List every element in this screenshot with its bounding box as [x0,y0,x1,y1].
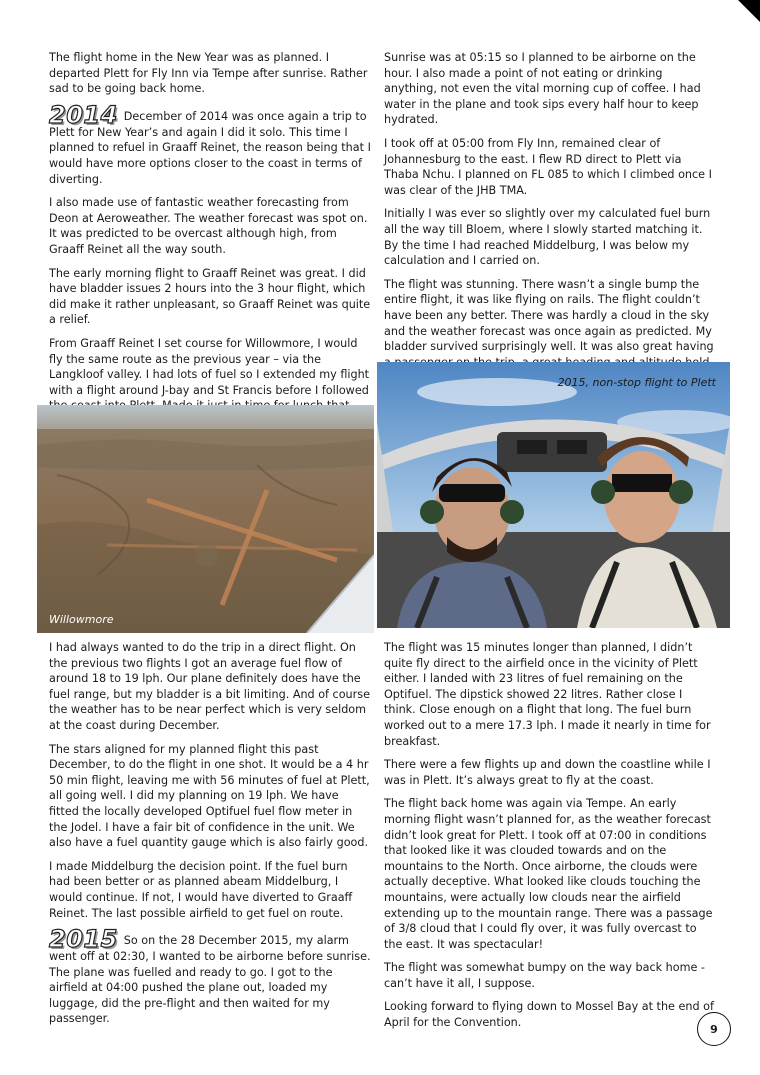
willowmore-aerial-photo [37,405,374,633]
paragraph: I made Middelburg the decision point. If the fuel burn had been better or as planned abeam Middelburg, I would continue. If not, I would have diverted to Graaff Reinet. The last possible airfield to get fuel on route. [49,859,353,920]
paragraph: The flight was 15 minutes longer than planned, I didn’t quite fly direct to the airfield once in the vicinity of Plett either. I landed with 23 litres of fuel remaining on the Optifuel. The dipstick showed 22 litres. Rather close I think. Close enough on a flight that long. The fuel burn worked out to a mere 17.3 lph. I made it nearly in time for breakfast. [384,641,711,748]
year-heading-2014: 2014 [49,100,118,129]
paragraph: I took off at 05:00 from Fly Inn, remained clear of Johannesburg to the east. I flew RD direct to Plett via Thaba Nchu. I planned on FL 085 to which I climbed once I was clear of the JHB TMA. [384,136,712,197]
paragraph: I also made use of fantastic weather forecasting from Deon at Aeroweather. The weather forecast was spot on. It was predicted to be overcast although high, from Graaff Reinet all the way south. [49,196,368,256]
paragraph: Looking forward to flying down to Mossel Bay at the end of April for the Convention. [384,1000,714,1030]
paragraph: The early morning flight to Graaff Reinet was great. I did have bladder issues 2 hours into the 3 hour flight, which did make it rather unpleasant, so Graaff Reinet was quite a relief. [49,266,371,327]
cockpit-photo [377,362,730,628]
paragraph: I had always wanted to do the trip in a direct flight. On the previous two flights I got an average fuel flow of around 18 to 19 lph. Our plane definitely does have the fuel range, but my bladder is a bit limiting. And of course the weather has to be near perfect which is very seldom at the coast during December. [49,641,370,732]
year-heading-2015: 2015 [49,925,118,954]
paragraph-2014 [49,100,371,187]
paragraph-2015 [49,925,371,1027]
photo-caption-willowmore: Willowmore [49,613,114,626]
left-column-top [49,50,371,437]
right-column-top [384,50,714,394]
photo-caption-flight: 2015, non-stop flight to Plett [557,376,716,389]
paragraph: The flight was stunning. There wasn’t a single bump the entire flight, it was like flying on rails. The flight couldn’t have been any better. There was hardly a cloud in the sky and the weather forecast was once again as predicted. My bladder survived surprisingly well. It was also great having [384,277,714,354]
paragraph: Sunrise was at 05:15 so I planned to be airborne on the hour. I also made a point of not eating or drinking anything, not even the vital morning cup of coffee. I had water in the plane and took sips every half hour to keep hydrated. [384,51,701,127]
left-column-bottom [49,640,371,1035]
paragraph-text: December of 2014 was once again a trip to Plett for New Year’s and again I did it solo. This time I planned to refuel in Graaff Reinet, the reason being that I would have more options closer to the coast in terms of diverting. [49,109,371,186]
paragraph: The flight home in the New Year was as planned. I departed Plett for Fly Inn via Tempe after sunrise. Rather sad to be going back home. [49,51,368,96]
paragraph: The stars aligned for my planned flight this past December, to do the flight in one shot. It would be a 4 hr 50 min flight, leaving me with 56 minutes of fuel at Plett, all going well. I did my planning on 19 lph. We have fitted the locally developed Optifuel fuel flow meter in the Jodel. I have a fair bit of confidence in the unit. We also have a fuel quantity gauge which is also fairly good. [49,742,370,850]
paragraph: Initially I was ever so slightly over my calculated fuel burn all the way till Bloem, where I slowly started matching it. By the time I had reached Middelburg, I was below my calculation and I carried on. [384,207,711,268]
paragraph: The flight was somewhat bumpy on the way back home - can’t have it all, I suppose. [384,961,705,990]
paragraph-text: So on the 28 December 2015, my alarm went off at 02:30, I wanted to be airborne before sunrise. The plane was fuelled and ready to go. I got to the airfield at 04:00 pushed the plane out, loaded my luggage, did the pre-flight and then waited for my passenger. [49,934,371,1026]
cockpit-illustration [377,362,730,628]
aerial-landscape-illustration [37,405,374,633]
page-number: 9 [697,1012,731,1046]
paragraph: The flight back home was again via Tempe. An early morning flight wasn’t planned for, as the weather forecast didn’t look great for Plett. I took off at 07:00 in conditions that looked like it was clouded towards and on the mountains to the North. Once airborne, the clouds were actually deceptive. What looked like clouds touching the mountains, were actually low clouds near the airfield extending up to the mountain range. There was a passage of 3/8 cloud that I could fly over, it was fully overcast to the east. It was spectacular! [384,797,713,951]
right-column-bottom [384,640,714,1039]
page-corner-mark [738,0,760,22]
paragraph: From Graaff Reinet I set course for Willowmore, I would fly the same route as the previous year – via the Langkloof valley. I had lots of fuel so I extended my flight with a flight around J-bay and St Francis before I followed [49,336,370,397]
paragraph: There were a few flights up and down the coastline while I was in Plett. It’s always great to fly at the coast. [384,758,711,787]
